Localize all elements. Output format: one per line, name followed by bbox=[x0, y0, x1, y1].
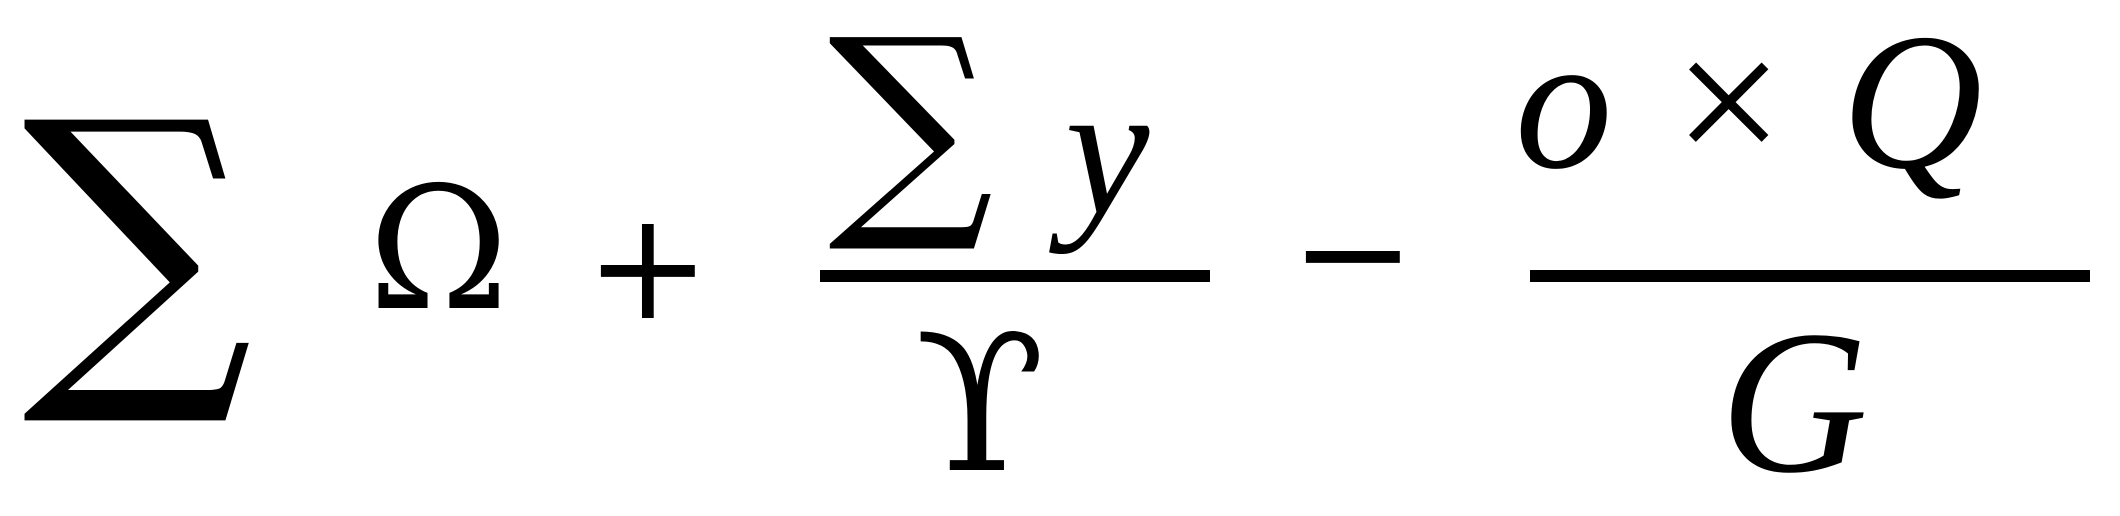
fraction-2-bar bbox=[1530, 270, 2090, 282]
fraction-1-denominator: ϒ bbox=[915, 294, 1046, 515]
minus-operator: − bbox=[1290, 166, 1416, 340]
fraction-1-bar bbox=[820, 270, 1210, 282]
plus-operator: + bbox=[585, 180, 711, 354]
fraction-2-numerator: o × Q bbox=[1515, 0, 1983, 210]
summation-symbol: ∑ bbox=[22, 51, 253, 435]
fraction-2-denominator: G bbox=[1720, 289, 1869, 516]
fraction-1-numerator-summation: ∑ bbox=[828, 0, 994, 259]
omega-symbol: Ω bbox=[368, 151, 509, 349]
fraction-1-numerator-variable: y bbox=[1065, 45, 1150, 255]
